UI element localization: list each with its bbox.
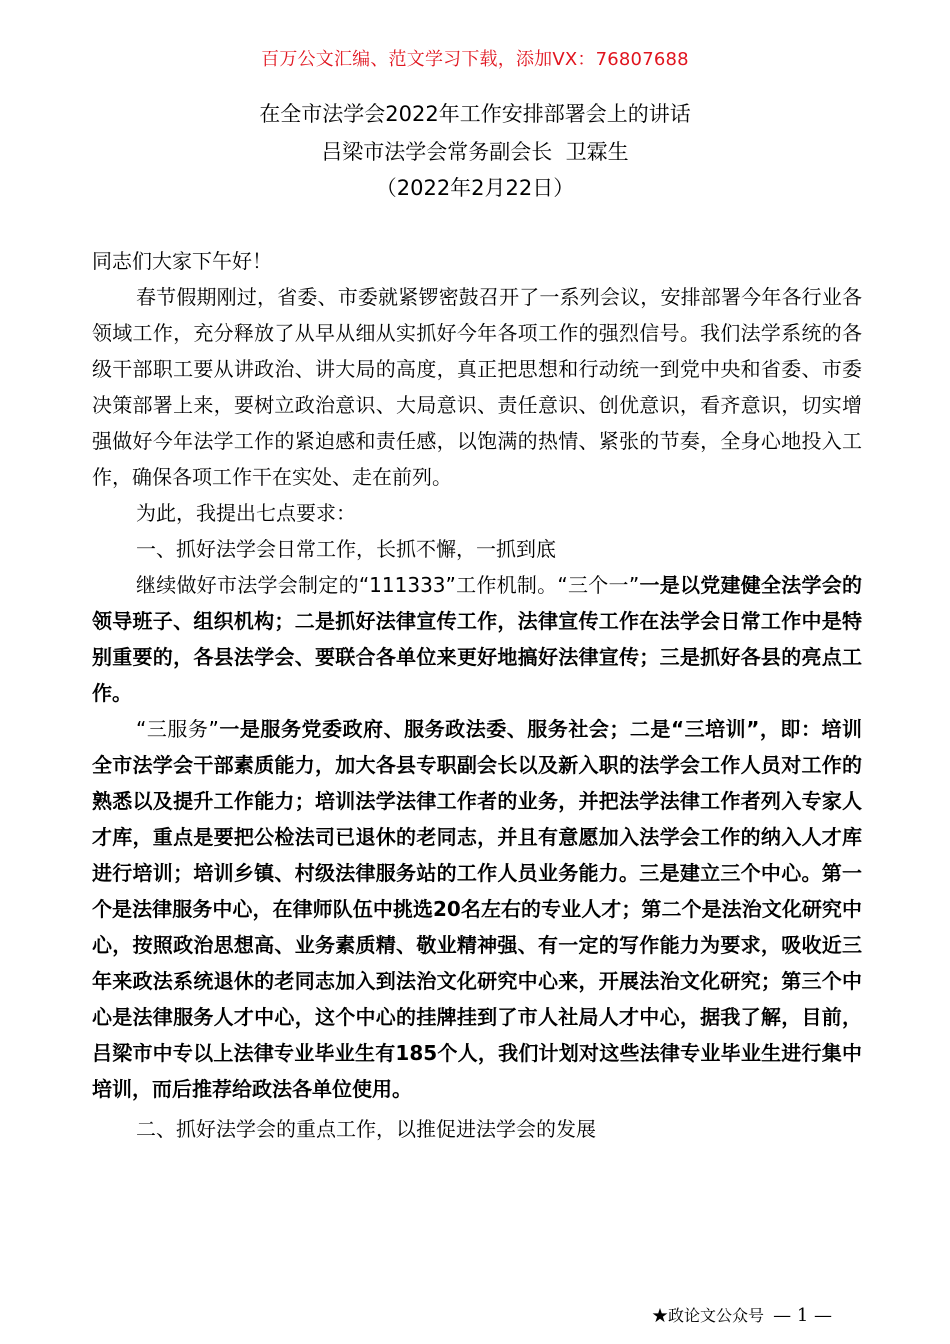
speaker-line: 吕梁市法学会常务副会长 卫霖生 — [321, 140, 629, 164]
section-heading-2: 二、抓好法学会的重点工作，以推促进法学会的发展 — [136, 1117, 596, 1141]
paragraph-services — [92, 711, 862, 1107]
page-number: — 1 — — [773, 1305, 832, 1326]
paragraph-mechanism — [92, 567, 862, 711]
paragraph-requirements: 为此，我提出七点要求： — [136, 501, 356, 525]
promo-banner: 百万公文汇编、范文学习下载，添加VX：76807688 — [261, 49, 689, 70]
paragraph-mechanism-lead: 继续做好市法学会制定的“111333”工作机制。“三个一” — [136, 573, 640, 597]
greeting: 同志们大家下午好！ — [92, 249, 272, 273]
paragraph-mechanism-bold: 一是以党建健全法学会的领导班子、组织机构；二是抓好法律宣传工作，法律宣传工作在法学会日常工作中是特别重要的，各县法学会、要联合各单位来更好地搞好法律宣传；三是抓好各县的亮点工作。 — [92, 573, 863, 705]
page-footer — [652, 1305, 832, 1327]
document-body — [92, 243, 862, 1147]
paragraph-services-bold: 一是服务党委政府、服务政法委、服务社会；二是“三培训”，即：培训全市法学会干部素质能力，加大各县专职副会长以及新入职的法学会工作人员对工作的熟悉以及提升工作能力；培训法学法律工作者的业务，并把法学法律工作者列入专家人才库，重点是要把公检法司已退休的老同志，并且有意愿加入法学会工作的纳入人才库进行培训；培训乡镇、村级法律服务站的工作人员业务能力。三是建立三个中心。第一个是法律服务中心，在律师队伍中挑选20名左右的专业人才；第二个是法治文化研究中心，按照政治思想高、业务素质精、敬业精神强、有一定的写作能力为要求，吸收近三年来政法系统退休的老同志加入到法治文化研究中心来，开展法治文化研究；第三个中心是法律服务人才中心，这个中心的挂牌挂到了市人社局人才中心，据我了解，目前，吕梁市中专以上法律专业毕业生有185个人，我们计划对这些法律专业毕业生进行集中培训，而后推荐给政法各单位使用。 — [92, 717, 862, 1101]
section-heading-1: 一、抓好法学会日常工作，长抓不懈，一抓到底 — [136, 537, 556, 561]
speech-date: （2022年2月22日） — [375, 176, 575, 200]
paragraph-intro: 春节假期刚过，省委、市委就紧锣密鼓召开了一系列会议，安排部署今年各行业各领域工作，充分释放了从早从细从实抓好今年各项工作的强烈信号。我们法学系统的各级干部职工要从讲政治、讲大局的高度，真正把思想和行动统一到党中央和省委、市委决策部署上来，要树立政治意识、大局意识、责任意识、创优意识，看齐意识，切实增强做好今年法学工作的紧迫感和责任感，以饱满的热情、紧张的节奏，全身心地投入工作，确保各项工作干在实处、走在前列。 — [92, 285, 862, 489]
paragraph-services-lead: “三服务” — [136, 717, 219, 741]
document-title: 在全市法学会2022年工作安排部署会上的讲话 — [259, 102, 691, 126]
footer-source: ★政论文公众号 — [651, 1306, 764, 1325]
